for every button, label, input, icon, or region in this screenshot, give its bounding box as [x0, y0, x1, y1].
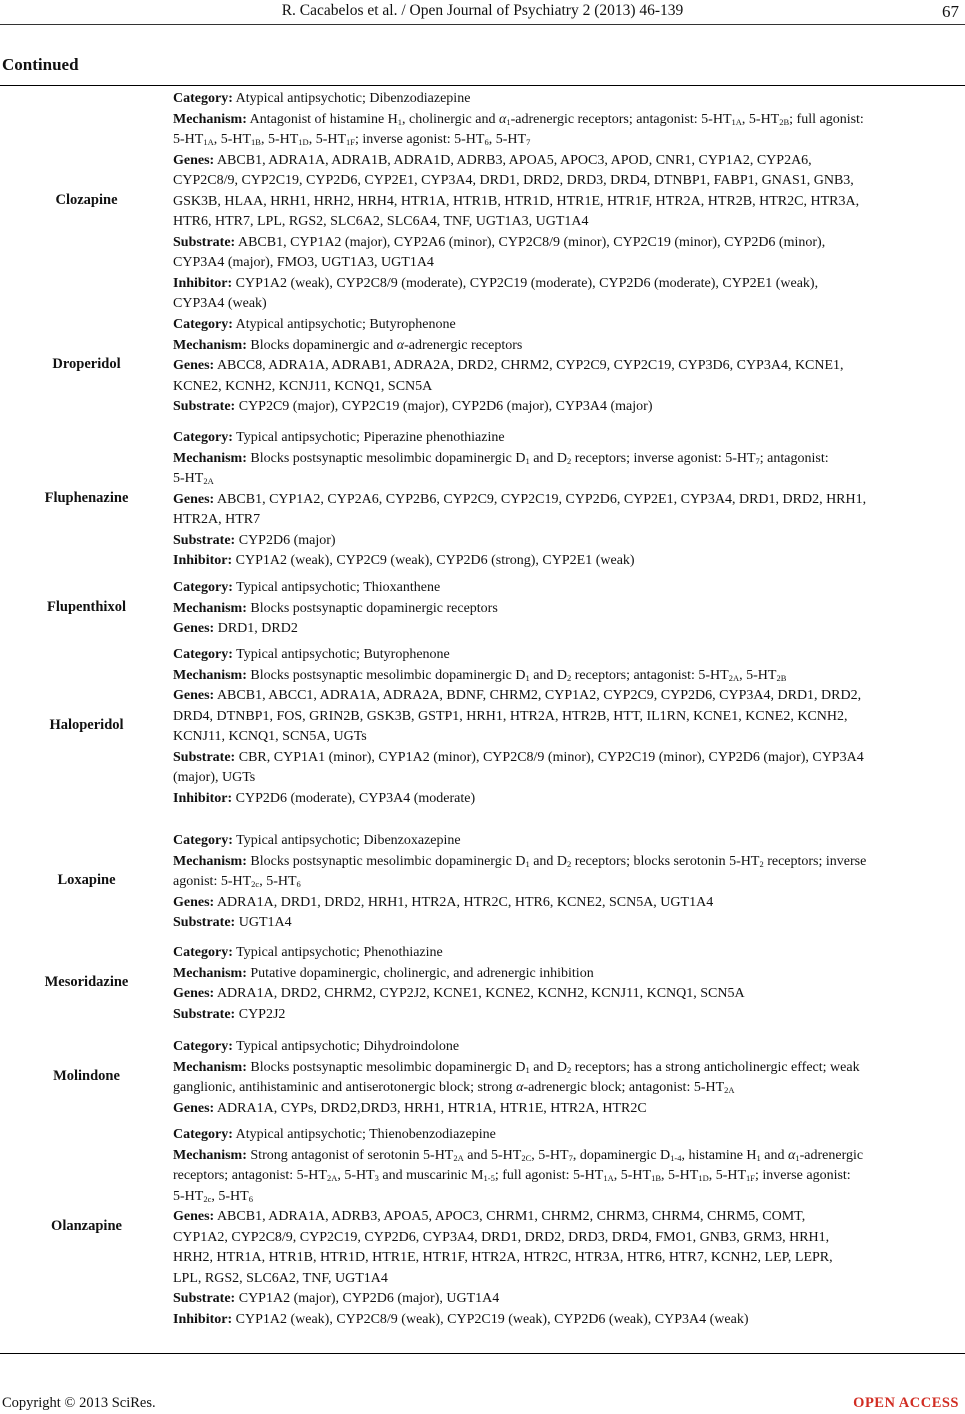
drug-name: Molindone	[53, 1068, 120, 1084]
detail-line: Genes: ADRA1A, CYPs, DRD2,DRD3, HRH1, HTR1A, HTR1E, HTR2A, HTR2C	[173, 1100, 647, 1116]
detail-line: DRD4, DTNBP1, FOS, GRIN2B, GSK3B, GSTP1, HRH1, HTR2A, HTR2B, HTT, IL1RN, KCNE1, KCNE2, KCNH2,	[173, 708, 848, 724]
detail-line: Category: Typical antipsychotic; Butyrophenone	[173, 647, 450, 662]
drug-details	[173, 943, 965, 1025]
page-number: 67	[942, 2, 959, 21]
detail-line: Substrate: UGT1A4	[173, 915, 292, 930]
drug-name: Droperidol	[52, 356, 121, 373]
detail-line: Inhibitor: CYP1A2 (weak), CYP2C8/9 (weak), CYP2C19 (weak), CYP2D6 (weak), CYP3A4 (weak)	[173, 1311, 749, 1327]
detail-line: Genes: DRD1, DRD2	[173, 621, 298, 636]
drug-name: Loxapine	[57, 872, 116, 889]
drug-details	[173, 1125, 965, 1330]
detail-line: Mechanism: Antagonist of histamine $H_1$, cholinergic and $\alpha_1$-adrenergic receptors; antagonist: $5-HT_{1A}$, $5-HT_{2B}$; full agonist:	[173, 111, 864, 127]
detail-line: Mechanism: Putative dopaminergic, cholinergic, and adrenergic inhibition	[173, 965, 594, 981]
page-footer	[0, 1395, 965, 1414]
detail-line: CYP3A4 (major), FMO3, UGT1A3, UGT1A4	[173, 255, 434, 270]
detail-line: Substrate: CYP2C9 (major), CYP2C19 (major), CYP2D6 (major), CYP3A4 (major)	[173, 399, 653, 414]
running-head	[0, 2, 965, 24]
detail-line: Mechanism: Blocks dopaminergic and α-adrenergic receptors	[173, 337, 523, 353]
detail-line: Inhibitor: CYP1A2 (weak), CYP2C8/9 (moderate), CYP2C19 (moderate), CYP2D6 (moderate), CYP2E1 (weak),	[173, 275, 819, 291]
detail-line: Category: Typical antipsychotic; Piperazine phenothiazine	[173, 430, 505, 445]
detail-line: CYP2C8/9, CYP2C19, CYP2D6, CYP2E1, CYP3A4, DRD1, DRD2, DRD3, DRD4, DTNBP1, FABP1, GNAS1, GNB3,	[173, 173, 854, 188]
drug-row	[0, 315, 965, 418]
detail-line: $5-HT_{2c}$, $5-HT_6$	[173, 1188, 253, 1204]
detail-line: Mechanism: Blocks postsynaptic mesolimbic dopaminergic $D_1$ and $D_2$ receptors; blocks serotonin $5-HT_2$ receptors; inverse	[173, 853, 867, 869]
drug-row	[0, 1037, 965, 1119]
running-title: R. Cacabelos et al. / Open Journal of Psychiatry 2 (2013) 46-139	[281, 2, 684, 19]
drug-row	[0, 428, 965, 572]
drug-name: Clozapine	[55, 191, 118, 208]
detail-line: Genes: ABCB1, ABCC1, ADRA1A, ADRA2A, BDNF, CHRM2, CYP1A2, CYP2C9, CYP2D6, CYP3A4, DRD1, DRD2,	[173, 688, 862, 703]
detail-line: Genes: ADRA1A, DRD1, DRD2, HRH1, HTR2A, HTR2C, HTR6, KCNE2, SCN5A, UGT1A4	[173, 894, 714, 910]
drug-row	[0, 645, 965, 809]
drug-row	[0, 943, 965, 1025]
open-access-label: OPEN ACCESS	[853, 1395, 959, 1411]
drug-details	[173, 831, 965, 934]
detail-line: Genes: ABCB1, CYP1A2, CYP2A6, CYP2B6, CYP2C9, CYP2C19, CYP2D6, CYP2E1, CYP3A4, DRD1, DRD2, HRH1,	[173, 491, 867, 507]
detail-line: Genes: ABCC8, ADRA1A, ADRAB1, ADRA2A, DRD2, CHRM2, CYP2C9, CYP2C19, CYP3D6, CYP3A4, KCNE1,	[173, 358, 844, 373]
header-rule	[0, 24, 965, 25]
drug-name: Olanzapine	[51, 1217, 122, 1234]
drug-name: Fluphenazine	[44, 489, 129, 506]
detail-line: CYP3A4 (weak)	[173, 296, 267, 311]
detail-line: Mechanism: Blocks postsynaptic mesolimbic dopaminergic $D_1$ and $D_2$ receptors; antagonist: $5-HT_{2A}$, $5-HT_{2B}$	[173, 667, 787, 683]
drug-row	[0, 1125, 965, 1330]
drug-name: Haloperidol	[49, 717, 124, 733]
detail-line: Mechanism: Blocks postsynaptic mesolimbic dopaminergic $D_1$ and $D_2$ receptors; inverse agonist: $5-HT_7$; antagonist:	[173, 450, 829, 466]
detail-line: Genes: ADRA1A, DRD2, CHRM2, CYP2J2, KCNE1, KCNE2, KCNH2, KCNJ11, KCNQ1, SCN5A	[173, 986, 745, 1001]
detail-line: receptors; antagonist: $5-HT_{2A}$, $5-HT_3$ and muscarinic $M_{1-5}$; full agonist: $5-HT_{1A}$, $5-HT_{1B}$, $5-HT_{1D}$, $5-HT_{1F}$; inverse agonist:	[173, 1168, 851, 1183]
drug-name: Mesoridazine	[44, 974, 129, 990]
detail-line: Substrate: CYP1A2 (major), CYP2D6 (major), UGT1A4	[173, 1291, 500, 1306]
detail-line: LPL, RGS2, SLC6A2, TNF, UGT1A4	[173, 1270, 388, 1286]
drug-row	[0, 89, 965, 315]
table-bottom-rule	[0, 1353, 965, 1354]
detail-line: KCNJ11, KCNQ1, SCN5A, UGTs	[173, 729, 367, 744]
detail-line: Category: Typical antipsychotic; Thioxanthene	[173, 580, 441, 595]
detail-line: Category: Atypical antipsychotic; Thienobenzodiazepine	[173, 1127, 496, 1142]
detail-line: Inhibitor: CYP2D6 (moderate), CYP3A4 (moderate)	[173, 790, 476, 806]
detail-line: (major), UGTs	[173, 770, 256, 785]
detail-line: HRH2, HTR1A, HTR1B, HTR1D, HTR1E, HTR1F, HTR2A, HTR2C, HTR3A, HTR6, HTR7, KCNH2, LEP, LEPR,	[173, 1250, 833, 1265]
drug-row	[0, 831, 965, 934]
copyright-notice: Copyright © 2013 SciRes.	[2, 1395, 156, 1411]
detail-line: ganglionic, antihistaminic and antiserotonergic block; strong α-adrenergic block; antagonist: $5-HT_{2A}$	[173, 1080, 735, 1095]
continued-label: Continued	[2, 55, 79, 74]
detail-line: agonist: $5-HT_{2c}$, $5-HT_6$	[173, 874, 301, 889]
detail-line: Substrate: CYP2D6 (major)	[173, 532, 336, 548]
detail-line: CYP1A2, CYP2C8/9, CYP2C19, CYP2D6, CYP3A4, DRD1, DRD2, DRD3, DRD4, FMO1, GNB3, GRM3, HRH1,	[173, 1229, 830, 1245]
detail-line: Category: Typical antipsychotic; Phenothiazine	[173, 945, 443, 960]
detail-line: Category: Typical antipsychotic; Dihydroindolone	[173, 1039, 460, 1054]
detail-line: $5-HT_{1A}$, $5-HT_{1B}$, $5-HT_{1D}$, $5-HT_{1F}$; inverse agonist: $5-HT_6$, $5-HT_7$	[173, 132, 531, 147]
detail-line: Genes: ABCB1, ADRA1A, ADRB3, APOA5, APOC3, CHRM1, CHRM2, CHRM3, CHRM4, CHRM5, COMT,	[173, 1209, 806, 1224]
detail-line: Substrate: CBR, CYP1A1 (minor), CYP1A2 (minor), CYP2C8/9 (minor), CYP2C19 (minor), CYP2D6 (major), CYP3A4	[173, 749, 864, 765]
detail-line: KCNE2, KCNH2, KCNJ11, KCNQ1, SCN5A	[173, 378, 433, 394]
detail-line: Substrate: ABCB1, CYP1A2 (major), CYP2A6 (minor), CYP2C8/9 (minor), CYP2C19 (minor), CYP2D6 (minor),	[173, 234, 826, 250]
detail-line: Mechanism: Blocks postsynaptic dopaminergic receptors	[173, 600, 498, 616]
drug-details	[173, 428, 965, 572]
table-top-rule	[0, 85, 965, 86]
drug-name: Flupenthixol	[47, 598, 126, 615]
detail-line: Mechanism: Strong antagonist of serotonin $5-HT_{2A}$ and $5-HT_{2C}$, $5-HT_7$, dopaminergic $D_{1-4}$, histamine $H_1$ and $\alpha_1$-adrenergic	[173, 1147, 864, 1163]
detail-line: HTR6, HTR7, LPL, RGS2, SLC6A2, SLC6A4, TNF, UGT1A3, UGT1A4	[173, 214, 589, 229]
drug-details	[173, 578, 965, 640]
detail-line: Substrate: CYP2J2	[173, 1006, 286, 1022]
detail-line: $5-HT_{2A}$	[173, 471, 214, 486]
detail-line: Category: Atypical antipsychotic; Butyrophenone	[173, 317, 456, 332]
detail-line: Genes: ABCB1, ADRA1A, ADRA1B, ADRA1D, ADRB3, APOA5, APOC3, APOD, CNR1, CYP1A2, CYP2A6,	[173, 152, 812, 168]
drug-row	[0, 578, 965, 640]
detail-line: Category: Typical antipsychotic; Dibenzoxazepine	[173, 833, 461, 848]
drug-details	[173, 1037, 965, 1119]
detail-line: HTR2A, HTR7	[173, 512, 261, 527]
detail-line: GSK3B, HLAA, HRH1, HRH2, HRH4, HTR1A, HTR1B, HTR1D, HTR1E, HTR1F, HTR2A, HTR2B, HTR2C, HTR3A,	[173, 193, 860, 209]
detail-line: Inhibitor: CYP1A2 (weak), CYP2C9 (weak), CYP2D6 (strong), CYP2E1 (weak)	[173, 553, 635, 568]
drug-details	[173, 645, 965, 809]
drug-details	[173, 89, 965, 315]
detail-line: Mechanism: Blocks postsynaptic mesolimbic dopaminergic $D_1$ and $D_2$ receptors; has a strong anticholinergic effect; weak	[173, 1059, 860, 1075]
drug-details	[173, 315, 965, 418]
detail-line: Category: Atypical antipsychotic; Dibenzodiazepine	[173, 91, 471, 106]
